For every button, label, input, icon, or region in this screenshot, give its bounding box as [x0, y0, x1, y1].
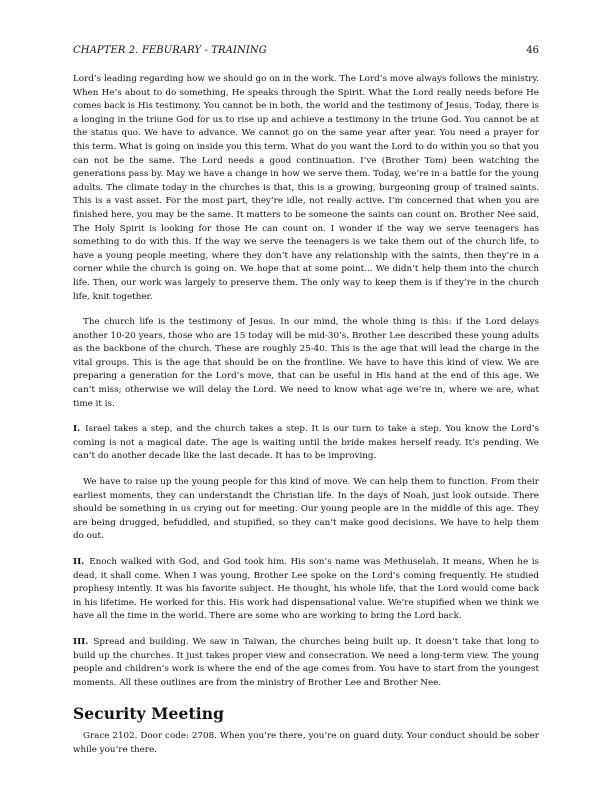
- paragraph-text: Lord’s leading regarding how we should go on in the work. The Lord’s move always follows the ministry. When He’s about to do something, He speaks through the Spirit. What the Lord really needs before He comes back is His testimony. You cannot be in both, the world and the testimony of Jesus. Today, there is a longing in the triune God for us to rise up and achieve a testimony in the triune God. You cannot be at the status quo. We have to advance. We cannot go on the same year after year. You need a prayer for this term. What is going on inside you this term. What do you want the Lord to do within you so that you can not be the same. The Lord needs a good continuation. I’ve (Brother Tom) been watching the generations pass by. May we have a change in how we serve them. Today, we’re in a battle for the young adults. The climate today in the churches is that, this is a growing, burgeoning group of trained saints. This is a vast asset. For the most part, they’re idle, not really active. I’m concerned that when you are finished here, you may be the same. It matters to be someone the saints can count on. Brother Nee said, The Holy Spirit is looking for those He can count on. I wonder if the way we serve teenagers has something to do with this. If the way we serve the teenagers is we take them out of the church life, to have a young people meeting, where they don’t have any relationship with the saints, then they’re in a corner while the church is going on. We hope that at some point... We didn’t help them into the church life. Then, our work was largely to preserve them. The only way to keep them is if they’re in the church life, knit together.: [73, 74, 539, 302]
- body-paragraph-continuation: [73, 73, 539, 304]
- paragraph-text: We have to raise up the young people for this kind of move. We can help them to function. From their earliest moments, they can understandt the Christian life. In the days of Noah, just look outside. There should be something in us crying out for meeting. Our young people are in the middle of this age. They are being drugged, befuddled, and stupified, so they can’t make good decisions. We have to help them do out.: [73, 477, 539, 542]
- outline-point-ii: [73, 556, 539, 624]
- paragraph-text: Grace 2102. Door code: 2708. When you’re there, you’re on guard duty. Your conduct should be sober while you’re there.: [73, 731, 539, 755]
- section-heading: Security Meeting: [73, 704, 225, 724]
- outline-point-i: [73, 423, 539, 464]
- page-number: 46: [526, 45, 539, 56]
- outline-label: II.: [73, 557, 85, 567]
- paragraph-text: Israel takes a step, and the church takes a step. It is our turn to take a step. You know the Lord’s coming is not a magical date. The age is waiting until the bride makes herself ready. It’s pending. We can’t do another decade like the last decade. It has to be improving.: [73, 424, 539, 462]
- outline-label: I.: [73, 424, 81, 435]
- paragraph-text: Enoch walked with God, and God took him. His son’s name was Methuselah. It means, When he is dead, it shall come. When I was young, Brother Lee spoke on the Lord’s coming frequently. He studied prophesy intently. It was his favorite subject. He thought, his whole life, that the Lord would come back in his lifetime. He worked for this. His work had dispensational value. We’re stupified when we think we have all the time in the world. There are some who are working to bring the Lord back.: [73, 557, 539, 622]
- running-title: CHAPTER 2. FEBURARY - TRAINING: [73, 45, 267, 56]
- running-header: [73, 44, 539, 58]
- outline-point-iii: [73, 636, 539, 690]
- body-paragraph: [73, 476, 539, 544]
- section-paragraph: [73, 730, 539, 757]
- outline-label: III.: [73, 636, 89, 647]
- paragraph-text: The church life is the testimony of Jesus. In our mind, the whole thing is this: if the Lord delays another 10-20 years, those who are 15 today will be mid-30’s. Brother Lee described these young adults as the backbone of the church. These are roughly 25-40. This is the age that will lead the charge in the vital groups. This is the age that should be on the frontline. We have to have this kind of view. We are preparing a generation for the Lord’s move, that can be useful in His hand at the end of this age. We can’t miss; otherwise we will delay the Lord. We need to know what age we’re in, where we are, what time it is.: [73, 317, 539, 409]
- paragraph-text: Spread and building. We saw in Taiwan, the churches being built up. It doesn’t take that long to build up the churches. It just takes proper view and consecration. We need a long-term view. The young people and children’s work is where the end of the age comes from. You have to start from the youngest moments. All these outlines are from the ministry of Brother Lee and Brother Nee.: [73, 636, 539, 688]
- body-paragraph: [73, 316, 539, 411]
